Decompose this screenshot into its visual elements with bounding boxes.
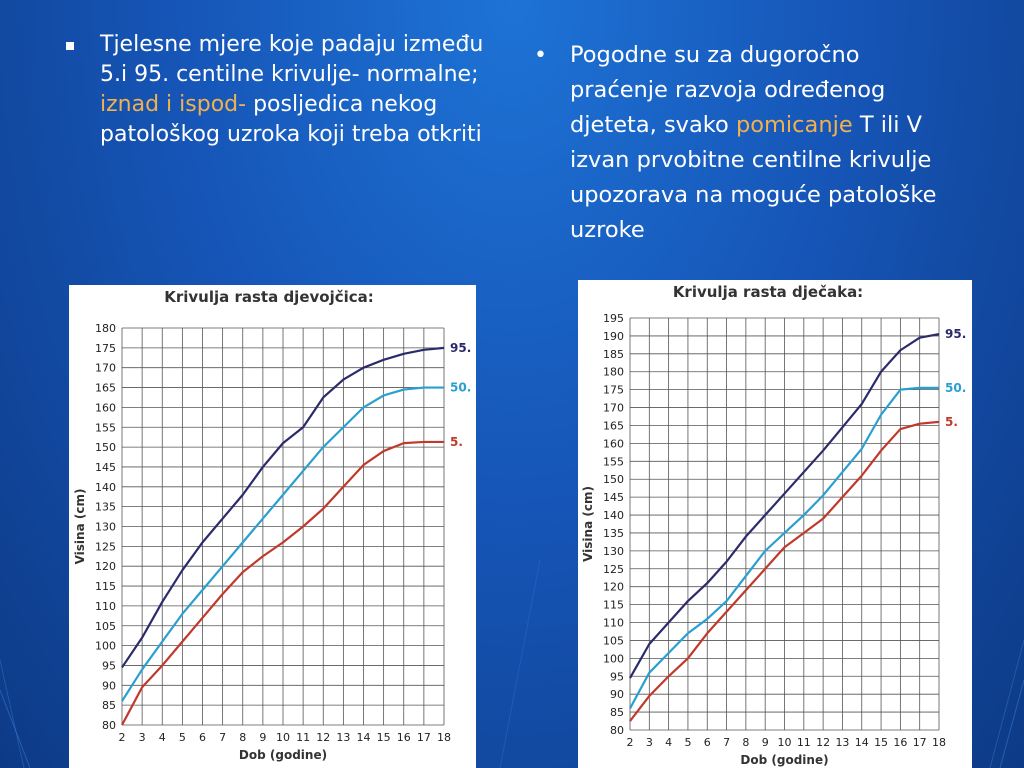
x-tick-label: 8 xyxy=(742,736,750,749)
boys-y-axis-label: Visina (cm) xyxy=(581,486,595,562)
boys-growth-chart xyxy=(578,280,972,768)
x-tick-label: 12 xyxy=(816,736,831,749)
girls-y-axis-label: Visina (cm) xyxy=(73,488,87,565)
y-tick-label: 195 xyxy=(603,312,624,325)
y-tick-label: 140 xyxy=(95,480,116,494)
y-tick-label: 115 xyxy=(603,598,624,612)
x-tick-label: 14 xyxy=(356,731,371,744)
x-tick-label: 7 xyxy=(219,731,227,744)
left-bullet-text xyxy=(62,30,502,150)
x-tick-label: 9 xyxy=(259,731,267,744)
round-bullet-icon: • xyxy=(534,43,547,68)
x-tick-label: 15 xyxy=(874,736,889,749)
x-tick-label: 14 xyxy=(854,736,869,749)
y-tick-label: 155 xyxy=(95,421,116,435)
y-tick-label: 180 xyxy=(95,322,116,335)
right-bullet xyxy=(530,38,960,248)
girls-series-label: 50. xyxy=(450,380,472,395)
left-bullet xyxy=(62,30,502,150)
y-tick-label: 85 xyxy=(610,706,624,720)
x-tick-label: 15 xyxy=(376,731,391,744)
y-tick-label: 105 xyxy=(603,634,624,648)
y-tick-label: 175 xyxy=(95,341,116,355)
left-bullet-text-after: posljedica nekog patološkog uzroka koji treba otkriti xyxy=(100,92,482,147)
y-tick-label: 95 xyxy=(102,659,116,673)
right-bullet-highlight: pomicanje xyxy=(735,112,853,138)
y-tick-label: 175 xyxy=(603,383,624,397)
girls-series-label: 95. xyxy=(450,340,472,355)
girls-chart-svg xyxy=(69,285,476,768)
boys-chart-svg xyxy=(578,280,972,768)
y-tick-label: 170 xyxy=(603,401,624,415)
y-tick-label: 160 xyxy=(95,401,116,415)
y-tick-label: 80 xyxy=(610,724,624,737)
x-tick-label: 10 xyxy=(276,731,290,744)
x-tick-label: 13 xyxy=(336,731,351,744)
girls-growth-chart xyxy=(69,285,476,768)
boys-series-label: 5. xyxy=(945,414,958,429)
girls-chart-title: Krivulja rasta djevojčica: xyxy=(164,288,374,306)
x-tick-label: 16 xyxy=(396,731,411,744)
y-tick-label: 95 xyxy=(610,670,624,684)
y-tick-label: 135 xyxy=(95,500,116,514)
x-tick-label: 6 xyxy=(703,736,711,749)
y-tick-label: 160 xyxy=(603,437,624,451)
y-tick-label: 115 xyxy=(95,580,116,594)
x-tick-label: 2 xyxy=(626,736,634,749)
y-tick-label: 90 xyxy=(610,688,624,702)
y-tick-label: 130 xyxy=(95,520,116,534)
girls-chart-grid xyxy=(122,328,444,725)
x-tick-label: 13 xyxy=(835,736,850,749)
y-tick-label: 135 xyxy=(603,526,624,540)
y-tick-label: 100 xyxy=(95,639,116,653)
y-tick-label: 165 xyxy=(95,381,116,395)
x-tick-label: 7 xyxy=(723,736,731,749)
x-tick-label: 11 xyxy=(796,736,811,749)
y-tick-label: 180 xyxy=(603,365,624,379)
y-tick-label: 150 xyxy=(95,441,116,455)
x-tick-label: 5 xyxy=(684,736,692,749)
y-tick-label: 140 xyxy=(603,509,624,523)
right-bullet-text-after: T ili V izvan prvobitne centilne krivulje upozorava na moguće patološke uzroke xyxy=(570,112,937,243)
y-tick-label: 145 xyxy=(603,491,624,505)
y-tick-label: 125 xyxy=(603,562,624,576)
y-tick-label: 185 xyxy=(603,347,624,361)
left-bullet-highlight: iznad i ispod xyxy=(100,92,239,117)
x-tick-label: 12 xyxy=(316,731,331,744)
x-tick-label: 4 xyxy=(158,731,166,744)
y-tick-label: 145 xyxy=(95,460,116,474)
right-bullet-text-before: Pogodne su za dugoročno praćenje razvoja određenog djeteta, svako xyxy=(570,42,886,138)
x-tick-label: 4 xyxy=(665,736,673,749)
boys-series-label: 50. xyxy=(945,380,967,395)
y-tick-label: 85 xyxy=(102,699,116,713)
y-tick-label: 100 xyxy=(603,652,624,666)
x-tick-label: 10 xyxy=(777,736,792,749)
y-tick-label: 155 xyxy=(603,455,624,469)
boys-x-axis-label: Dob (godine) xyxy=(740,753,829,767)
y-tick-label: 170 xyxy=(95,361,116,375)
x-tick-label: 5 xyxy=(178,731,186,744)
y-tick-label: 130 xyxy=(603,544,624,558)
y-tick-label: 110 xyxy=(603,616,624,630)
x-tick-label: 6 xyxy=(199,731,206,744)
y-tick-label: 125 xyxy=(95,540,116,554)
y-tick-label: 105 xyxy=(95,619,116,633)
y-tick-label: 110 xyxy=(95,599,116,613)
girls-series-label: 5. xyxy=(450,434,463,449)
boys-chart-title: Krivulja rasta dječaka: xyxy=(672,283,864,301)
x-tick-label: 16 xyxy=(893,736,908,749)
x-tick-label: 18 xyxy=(932,736,946,749)
x-tick-label: 9 xyxy=(761,736,769,749)
y-tick-label: 120 xyxy=(95,560,116,574)
x-tick-label: 3 xyxy=(138,731,146,744)
y-tick-label: 120 xyxy=(603,580,624,594)
x-tick-label: 18 xyxy=(437,731,451,744)
y-tick-label: 90 xyxy=(102,679,116,693)
x-tick-label: 3 xyxy=(645,736,653,749)
left-bullet-dash: - xyxy=(238,92,254,117)
left-bullet-text-before: Tjelesne mjere koje padaju između 5.i 95. centilne krivulje- normalne; xyxy=(100,32,484,87)
x-tick-label: 2 xyxy=(118,731,126,744)
y-tick-label: 165 xyxy=(603,419,624,433)
y-tick-label: 150 xyxy=(603,473,624,487)
right-bullet-text xyxy=(530,38,960,248)
boys-series-label: 95. xyxy=(945,327,967,342)
x-tick-label: 8 xyxy=(239,731,247,744)
x-tick-label: 11 xyxy=(296,731,311,744)
x-tick-label: 17 xyxy=(416,731,431,744)
girls-x-axis-label: Dob (godine) xyxy=(238,748,328,762)
x-tick-label: 17 xyxy=(912,736,927,749)
y-tick-label: 80 xyxy=(102,719,116,732)
y-tick-label: 190 xyxy=(603,329,624,343)
